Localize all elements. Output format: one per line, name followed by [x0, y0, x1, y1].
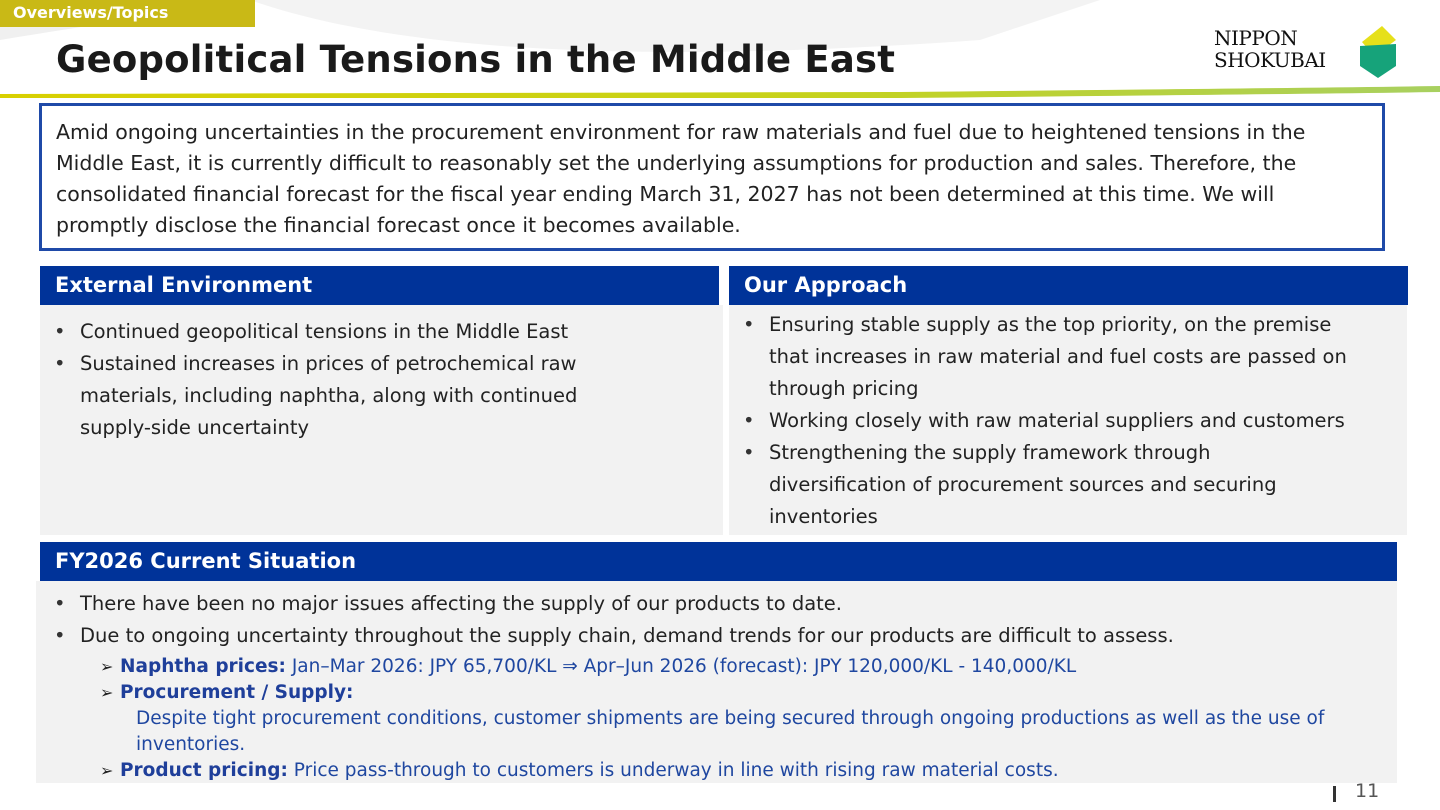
external-environment-list [40, 316, 640, 444]
page-title: Geopolitical Tensions in the Middle East [56, 38, 896, 81]
list-item: • Due to ongoing uncertainty throughout the supply chain, demand trends for our products are difficult to assess. [40, 620, 1397, 652]
list-item: • Ensuring stable supply as the top priority, on the premise that increases in raw material and fuel costs are passed on through pricing [729, 309, 1401, 405]
detail-naphtha-prices [36, 654, 1397, 680]
our-approach-heading: Our Approach [729, 266, 1408, 305]
intro-notice-box: Amid ongoing uncertainties in the procurement environment for raw materials and fuel due to heightened tensions in the Middle East, it is currently difficult to reasonably set the underlying assumptions for production and sales. Therefore, the consolidated financial forecast for the fiscal year ending March 31, 2027 has not been determined at this time. We will promptly disclose the financial forecast once it becomes available. [39, 103, 1385, 251]
detail-text: Jan–Mar 2026: JPY 65,700/KL ⇒ Apr–Jun 2026 (forecast): JPY 120,000/KL - 140,000/KL [291, 656, 1077, 677]
list-item: • Strengthening the supply framework through diversification of procurement sources and securing inventories [729, 437, 1401, 533]
external-environment-heading: External Environment [40, 266, 719, 305]
current-situation-heading: FY2026 Current Situation [40, 542, 1397, 581]
section-tag: Overviews/Topics [0, 0, 255, 27]
current-situation-panel [36, 581, 1397, 783]
list-item: • Working closely with raw material suppliers and customers [729, 405, 1401, 437]
list-item: • There have been no major issues affecting the supply of our products to date. [40, 588, 1397, 620]
our-approach-panel [729, 305, 1407, 535]
logo-wordmark [1214, 27, 1326, 71]
current-situation-list [36, 588, 1397, 652]
detail-procurement-supply [36, 680, 1397, 758]
detail-product-pricing [36, 758, 1397, 784]
detail-text: Despite tight procurement conditions, customer shipments are being secured through ongoing productions as well as the use of inventories. [136, 708, 1325, 755]
page-number: 11 [1355, 780, 1380, 802]
list-item: • Continued geopolitical tensions in the Middle East [40, 316, 640, 348]
list-item: • Sustained increases in prices of petrochemical raw materials, including naphtha, along with continued supply-side uncertainty [40, 348, 640, 444]
logo-mark-icon [1356, 26, 1400, 80]
detail-text: Price pass-through to customers is underway in line with rising raw material costs. [293, 760, 1059, 781]
current-situation-details [36, 654, 1397, 784]
external-environment-panel [40, 305, 723, 535]
logo-line2: SHOKUBAI [1214, 48, 1326, 72]
our-approach-list [729, 309, 1401, 533]
company-logo [1214, 26, 1404, 82]
detail-label: Procurement / Supply: [120, 682, 354, 703]
logo-line1: NIPPON [1214, 26, 1298, 50]
detail-label: Product pricing: [120, 760, 288, 781]
title-underline-bar [0, 86, 1440, 100]
detail-label: Naphtha prices: [120, 656, 286, 677]
page-number-separator [1333, 786, 1336, 802]
